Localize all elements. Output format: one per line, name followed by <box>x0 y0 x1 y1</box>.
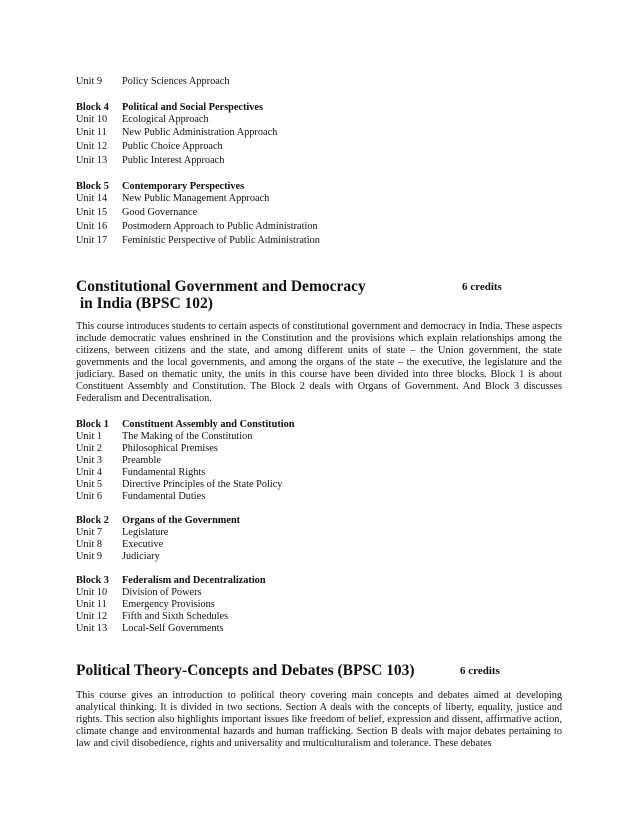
unit-key: Unit 5 <box>76 479 103 490</box>
block-heading <box>76 575 266 587</box>
block-title: Federalism and Decentralization <box>122 575 266 586</box>
unit-title: Policy Sciences Approach <box>122 76 230 87</box>
unit-row <box>76 623 224 635</box>
unit-row <box>76 221 318 233</box>
course-title-line1: Constitutional Government and Democracy <box>76 278 366 295</box>
unit-title: Postmodern Approach to Public Administration <box>122 221 318 232</box>
unit-key: Unit 9 <box>76 551 103 562</box>
unit-title: Executive <box>122 539 164 550</box>
unit-row <box>76 479 282 491</box>
unit-row <box>76 611 228 623</box>
unit-title: Fundamental Duties <box>122 491 206 502</box>
unit-key: Unit 14 <box>76 193 108 204</box>
block-heading <box>76 515 240 527</box>
block-title: Political and Social Perspectives <box>122 102 263 113</box>
unit-row <box>76 491 205 503</box>
course-credits: 6 credits <box>462 281 502 293</box>
unit-key: Unit 8 <box>76 539 103 550</box>
block-title: Organs of the Government <box>122 515 241 526</box>
unit-title: Judiciary <box>122 551 160 562</box>
unit-key: Unit 10 <box>76 114 108 125</box>
unit-key: Unit 4 <box>76 467 103 478</box>
unit-key: Unit 12 <box>76 141 108 152</box>
block-key: Block 4 <box>76 102 109 113</box>
unit-key: Unit 16 <box>76 221 108 232</box>
block-key: Block 2 <box>76 515 109 526</box>
course-credits: 6 credits <box>460 665 500 677</box>
unit-title: Emergency Provisions <box>122 599 215 610</box>
unit-row <box>76 467 205 479</box>
unit-key: Unit 17 <box>76 235 108 246</box>
unit-key: Unit 1 <box>76 431 103 442</box>
unit-row <box>76 587 202 599</box>
unit-row <box>76 443 218 455</box>
unit-title: Local-Self Governments <box>122 623 224 634</box>
unit-key: Unit 11 <box>76 127 107 138</box>
unit-title: The Making of the Constitution <box>122 431 253 442</box>
unit-row <box>76 455 161 467</box>
unit-row <box>76 141 223 153</box>
unit-row <box>76 127 277 139</box>
block-title: Constituent Assembly and Constitution <box>122 419 295 430</box>
block-key: Block 1 <box>76 419 109 430</box>
course-title: Political Theory-Concepts and Debates (BPSC 103) <box>76 662 415 679</box>
unit-row <box>76 76 230 88</box>
unit-title: New Public Management Approach <box>122 193 270 204</box>
unit-title: Public Interest Approach <box>122 155 225 166</box>
unit-key: Unit 11 <box>76 599 107 610</box>
unit-key: Unit 6 <box>76 491 103 502</box>
unit-row <box>76 527 168 539</box>
unit-key: Unit 15 <box>76 207 108 218</box>
unit-row <box>76 235 320 247</box>
unit-key: Unit 3 <box>76 455 103 466</box>
unit-key: Unit 13 <box>76 155 108 166</box>
course-description: This course introduces students to certain aspects of constitutional government and democracy in India. These aspects include democratic values enshrined in the Constitution and the provisions which explain relationships among the citizens, between citizens and the state, and among different units of state – the Union government, the state governments and the local governments, and among the organs of the state – the executive, the legislature and the judiciary. Based on thematic unity, the units in this course have been divided into three blocks. Block 1 is about Constituent Assembly and Constitution. The Block 2 deals with Organs of Government. And Block 3 discusses Federalism and Decentralisation. <box>76 321 562 404</box>
unit-title: Fundamental Rights <box>122 467 206 478</box>
unit-title: Division of Powers <box>122 587 202 598</box>
unit-title: Legislature <box>122 527 169 538</box>
unit-row <box>76 114 209 126</box>
unit-key: Unit 9 <box>76 76 103 87</box>
unit-row <box>76 207 197 219</box>
unit-key: Unit 10 <box>76 587 108 598</box>
block-title: Contemporary Perspectives <box>122 181 245 192</box>
unit-title: Preamble <box>122 455 161 466</box>
unit-row <box>76 539 163 551</box>
unit-key: Unit 2 <box>76 443 103 454</box>
unit-row <box>76 599 215 611</box>
unit-title: Feministic Perspective of Public Administration <box>122 235 320 246</box>
block-heading <box>76 102 263 114</box>
unit-row <box>76 193 269 205</box>
unit-row <box>76 551 160 563</box>
unit-title: Good Governance <box>122 207 198 218</box>
course-description: This course gives an introduction to political theory covering main concepts and debates aimed at developing analytical thinking. It is divided in two sections. Section A deals with the concepts of liberty, equality, justice and rights. This section also highlights important issues like freedom of belief, expression and dissent, affirmative action, climate change and environmental hazards and human trafficking. Section B deals with major debates pertaining to law and civil disobedience, rights and universality and multiculturalism and tolerance. These debates <box>76 690 562 749</box>
unit-title: Ecological Approach <box>122 114 209 125</box>
block-heading <box>76 419 295 431</box>
unit-key: Unit 13 <box>76 623 108 634</box>
unit-row <box>76 431 252 443</box>
unit-row <box>76 155 224 167</box>
course-title-line2: in India (BPSC 102) <box>76 295 213 312</box>
block-heading <box>76 181 244 193</box>
unit-title: Philosophical Premises <box>122 443 218 454</box>
block-key: Block 3 <box>76 575 109 586</box>
unit-key: Unit 12 <box>76 611 108 622</box>
block-key: Block 5 <box>76 181 109 192</box>
unit-key: Unit 7 <box>76 527 103 538</box>
unit-title: New Public Administration Approach <box>122 127 278 138</box>
unit-title: Fifth and Sixth Schedules <box>122 611 229 622</box>
unit-title: Directive Principles of the State Policy <box>122 479 283 490</box>
unit-title: Public Choice Approach <box>122 141 223 152</box>
